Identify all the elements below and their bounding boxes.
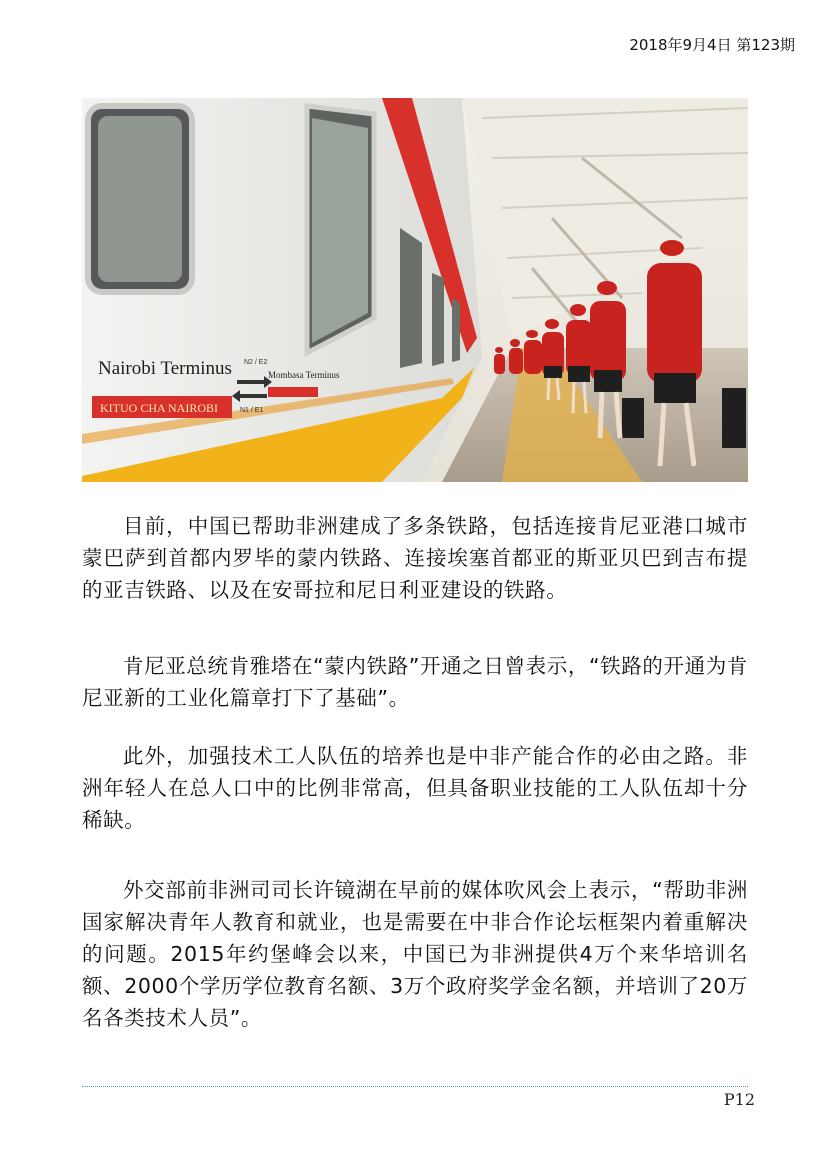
train-station-photo [82,98,748,482]
sign-dir-bottom: N1 / E1 [240,407,264,414]
sign-dir-top: N2 / E2 [244,359,268,366]
article-paragraph-1: 目前，中国已帮助非洲建成了多条铁路，包括连接肯尼亚港口城市蒙巴萨到首都内罗毕的蒙内铁路、连接埃塞首都亚的斯亚贝巴到吉布提的亚吉铁路、以及在安哥拉和尼日利亚建设的铁路。 [82,514,748,602]
sign-swahili-text: KITUO CHA NAIROBI [100,401,218,415]
header-date-issue: 2018年9月4日 第123期 [629,36,795,54]
article-paragraph-2: 肯尼亚总统肯雅塔在“蒙内铁路”开通之日曾表示，“铁路的开通为肯尼亚新的工业化篇章打下了基础”。 [82,654,748,710]
footer-divider [82,1086,748,1087]
sign-dest-text: Mombasa Terminus [268,370,340,380]
page-number: P12 [723,1090,755,1109]
article-paragraph-4: 外交部前非洲司司长许镜湖在早前的媒体吹风会上表示，“帮助非洲国家解决青年人教育和就业，也是需要在中非合作论坛框架内着重解决的问题。2015年约堡峰会以来，中国已为非洲提供4万个来华培训名额、2000个学历学位教育名额、3万个政府奖学金名额，并培训了20万名各类技术人员”。 [82,878,748,1030]
sign-city-text: Nairobi Terminus [98,358,232,379]
article-paragraph-3: 此外，加强技术工人队伍的培养也是中非产能合作的必由之路。非洲年轻人在总人口中的比例非常高，但具备职业技能的工人队伍却十分稀缺。 [82,744,748,832]
